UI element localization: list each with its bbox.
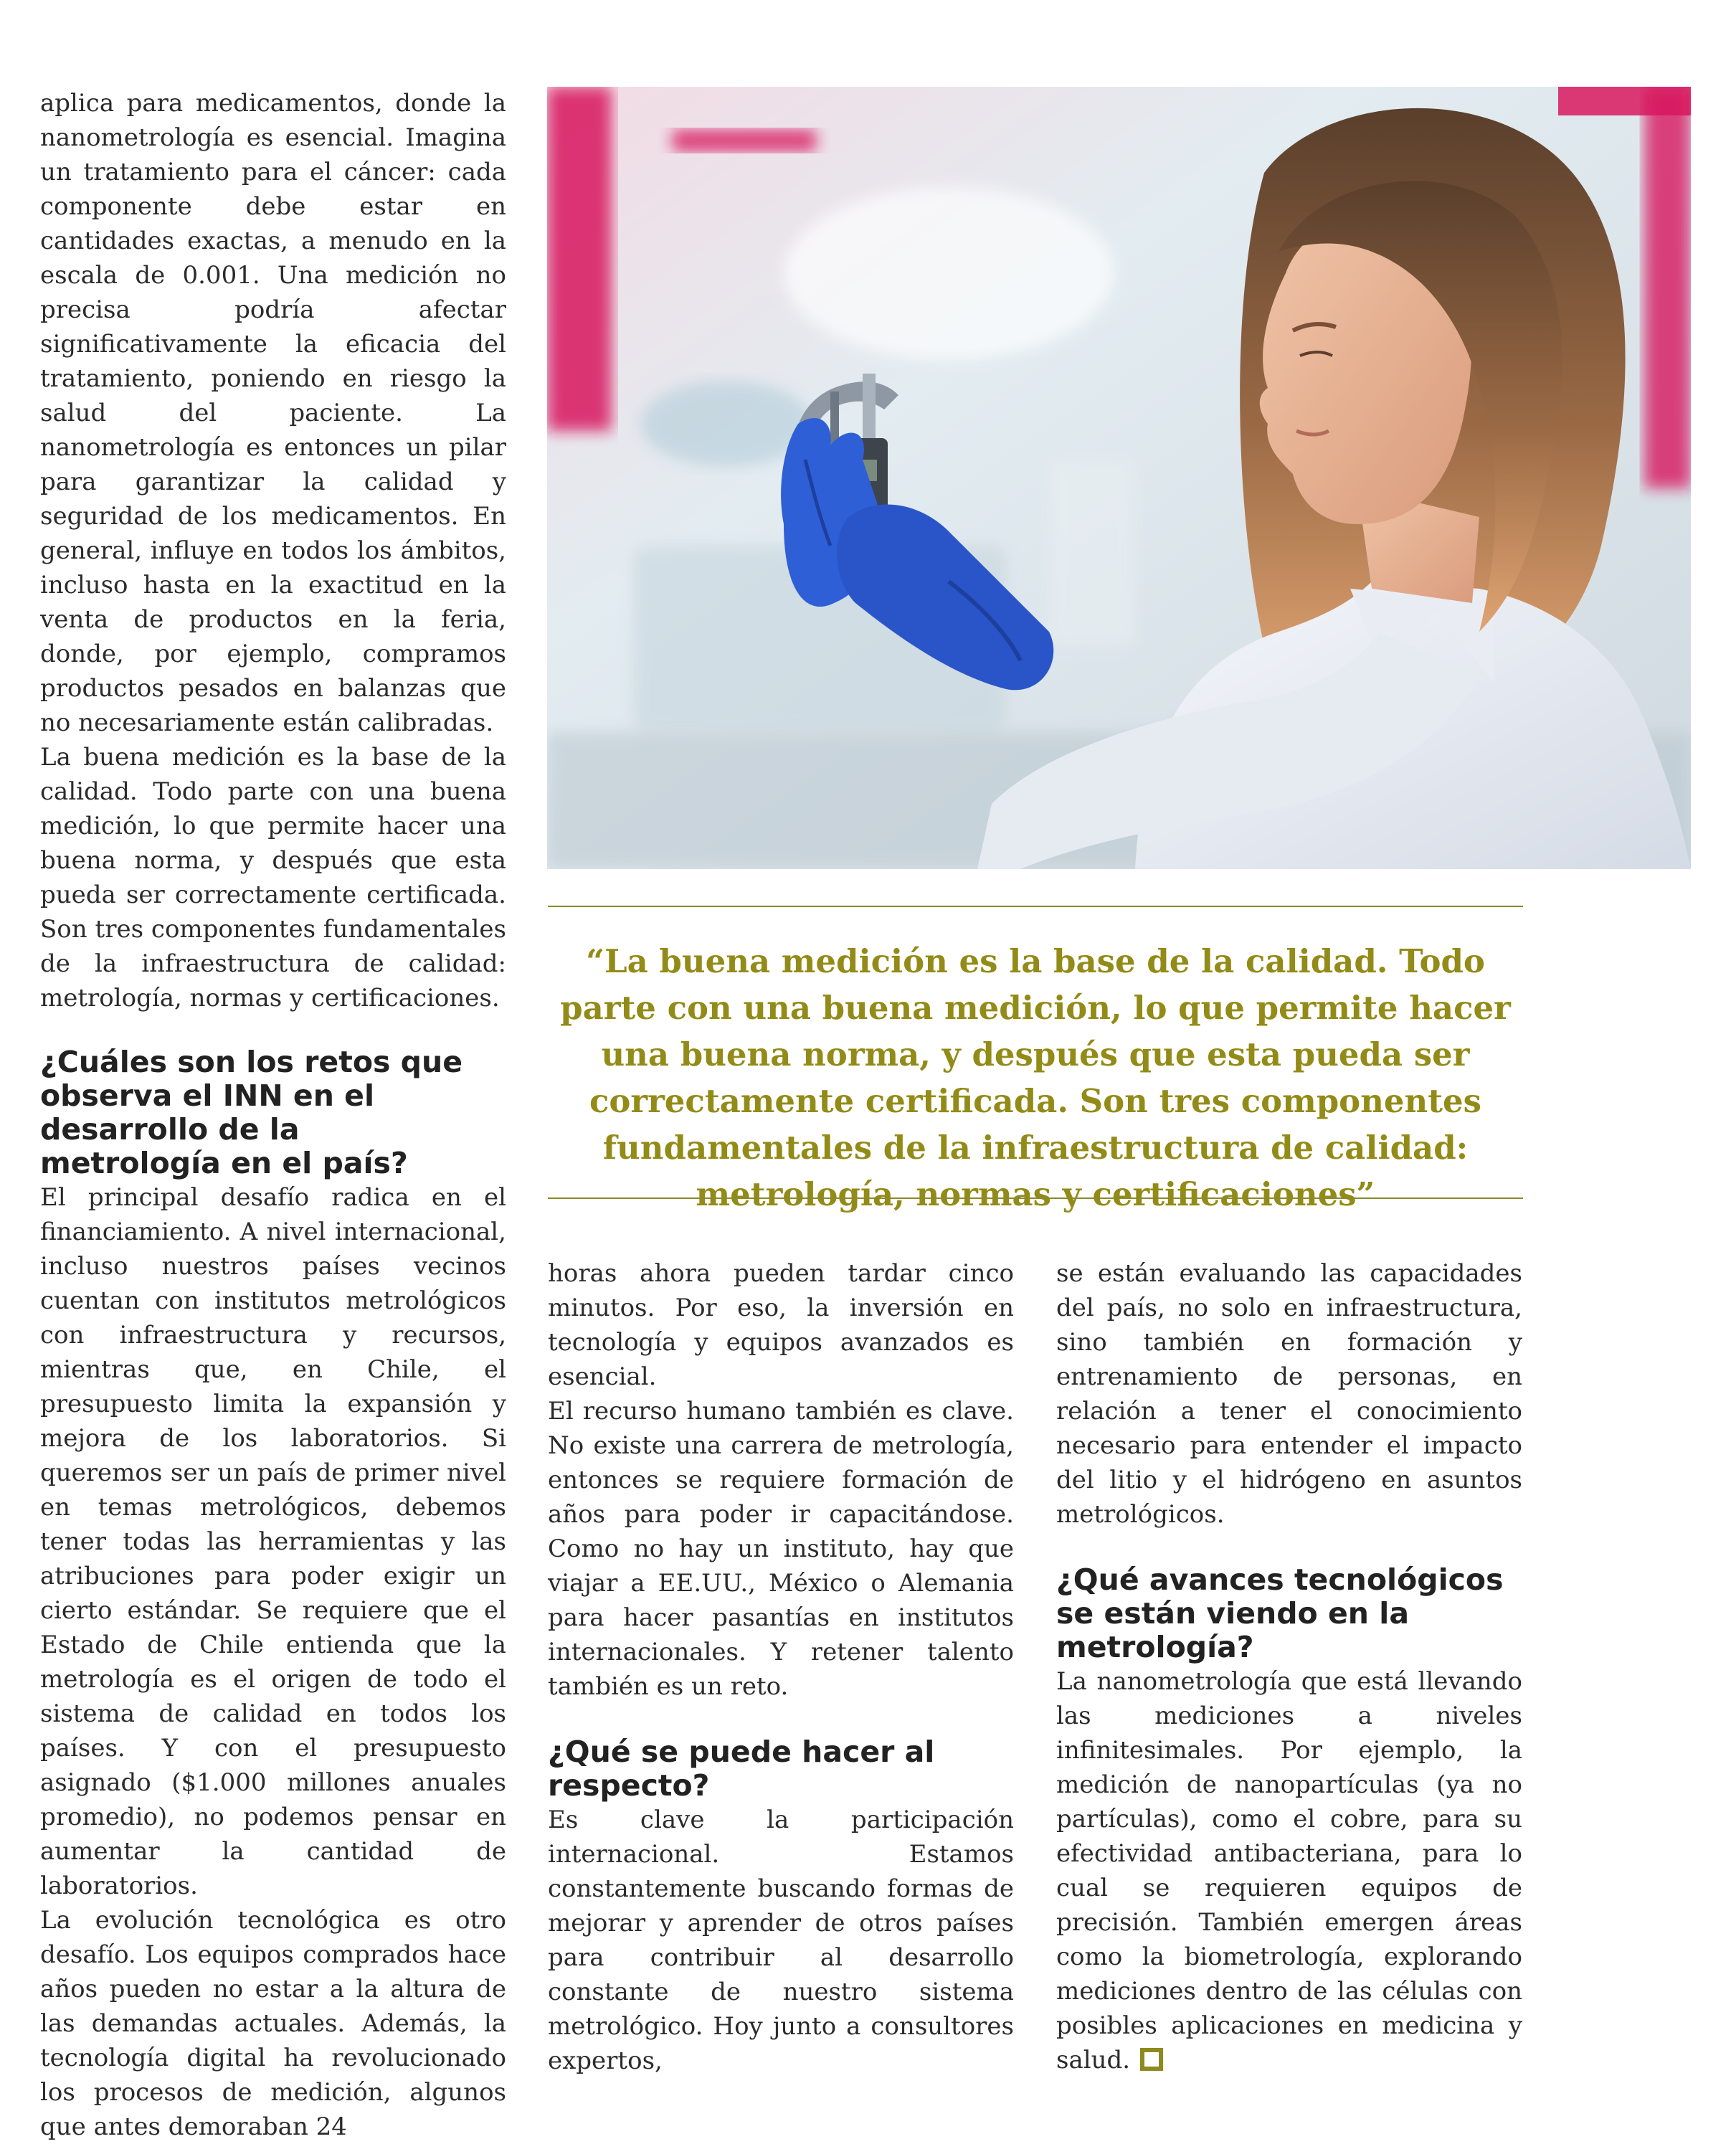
col3-paragraph-2: [1056, 1664, 1522, 2077]
photo-illustration: [547, 87, 1691, 869]
article-column-2: [548, 1256, 1014, 2078]
col2-paragraph-1: horas ahora pueden tardar cinco minutos. Por eso, la inversión en tecnología y equipos avanzados es esencial.: [548, 1259, 1014, 1391]
pull-quote-bottom-rule: [548, 1197, 1523, 1199]
col1-paragraph-1: aplica para medicamentos, donde la nanometrología es esencial. Imagina un tratamiento para el cáncer: cada componente debe estar en cantidades exactas, a menudo en la escala de 0.001. Una medición no precisa podría afectar significativamente la eficacia del tratamiento, poniendo en riesgo la salud del paciente. La nanometrología es entonces un pilar para garantizar la calidad y seguridad de los medicamentos. En general, influye en todos los ámbitos, incluso hasta en la exactitud en la venta de productos en la feria, donde, por ejemplo, compramos productos pesados en balanzas que no necesariamente están calibradas.: [40, 89, 506, 737]
col3-paragraph-1: se están evaluando las capacidades del país, no solo en infraestructura, sino también en formación y entrenamiento de personas, en relación a tener el conocimiento necesario para entender el impacto del litio y el hidrógeno en asuntos metrológicos.: [1056, 1259, 1522, 1529]
scientist-photo: [547, 87, 1691, 869]
article-column-3: [1056, 1256, 1522, 2077]
col1-paragraph-2: La buena medición es la base de la calidad. Todo parte con una buena medición, lo que permite hacer una buena norma, y después que esta pueda ser correctamente certificada. Son tres componentes fundamentales de la infraestructura de calidad: metrología, normas y certificaciones.: [40, 743, 506, 1012]
col1-heading: ¿Cuáles son los retos que observa el INN en el desarrollo de la metrología en el país?: [40, 1045, 463, 1180]
col2-paragraph-2: El recurso humano también es clave. No existe una carrera de metrología, entonces se requiere formación de años para poder ir capacitándose. Como no hay un instituto, hay que viajar a EE.UU., México o Alemania para hacer pasantías en institutos internacionales. Y retener talento también es un reto.: [548, 1397, 1014, 1701]
pull-quote-top-rule: [548, 906, 1523, 907]
col3-paragraph-2-text: La nanometrología que está llevando las mediciones a niveles infinitesimales. Por ejemplo, la medición de nanopartículas (ya no partículas), como el cobre, para su efectividad antibacteriana, para lo cual se requieren equipos de precisión. También emergen áreas como la biometrología, explorando mediciones dentro de las células con posibles aplicaciones en medicina y salud.: [1056, 1667, 1522, 2074]
article-column-1: [40, 86, 506, 2144]
pull-quote: “La buena medición es la base de la calidad. Todo parte con una buena medición, lo que permite hacer una buena norma, y después que esta pueda ser correctamente certificada. Son tres componentes fundamentales de la infraestructura de calidad: metrología, normas y certificaciones”: [560, 942, 1511, 1213]
col2-heading: ¿Qué se puede hacer al respecto?: [548, 1735, 935, 1803]
end-of-article-square-icon: [1140, 2048, 1163, 2071]
col1-paragraph-4: La evolución tecnológica es otro desafío. Los equipos comprados hace años pueden no estar a la altura de las demandas actuales. Además, la tecnología digital ha revolucionado los procesos de medición, algunos que antes demoraban 24: [40, 1906, 506, 2141]
col2-paragraph-3: Es clave la participación internacional. Estamos constantemente buscando formas de mejorar y aprender de otros países para contribuir al desarrollo constante de nuestro sistema metrológico. Hoy junto a consultores expertos,: [548, 1806, 1014, 2075]
col1-paragraph-3: El principal desafío radica en el financiamiento. A nivel internacional, incluso nuestros países vecinos cuentan con institutos metrológicos con infraestructura y recursos, mientras que, en Chile, el presupuesto limita la expansión y mejora de los laboratorios. Si queremos ser un país de primer nivel en temas metrológicos, debemos tener todas las herramientas y las atribuciones para poder exigir un cierto estándar. Se requiere que el Estado de Chile entienda que la metrología es el origen de todo el sistema de calidad en todos los países. Y con el presupuesto asignado ($1.000 millones anuales promedio), no podemos pensar en aumentar la cantidad de laboratorios.: [40, 1183, 506, 1900]
col3-heading: ¿Qué avances tecnológicos se están viendo en la metrología?: [1056, 1562, 1504, 1664]
